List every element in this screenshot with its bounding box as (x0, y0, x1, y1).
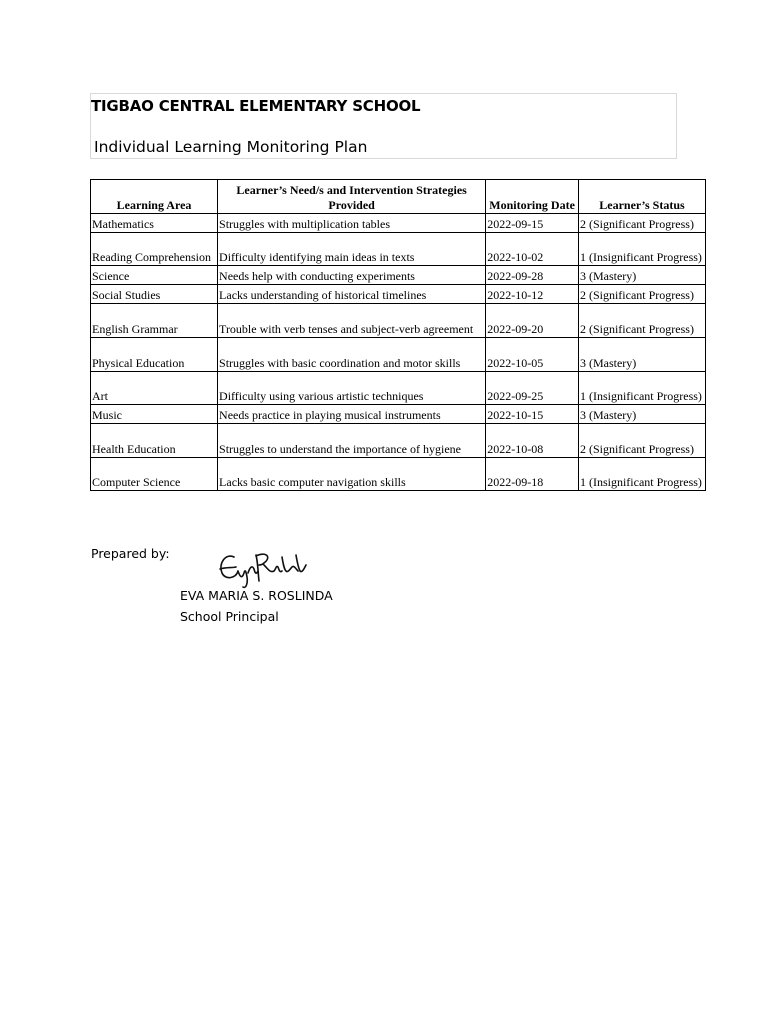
column-header-learner-status: Learner’s Status (578, 180, 705, 214)
need-strategy-cell: Needs help with conducting experiments (218, 266, 486, 285)
learner-status-cell: 3 (Mastery) (578, 338, 705, 372)
table-row (91, 424, 706, 458)
table-row (91, 304, 706, 338)
learner-status-cell: 1 (Insignificant Progress) (578, 458, 705, 491)
learner-status-cell: 2 (Significant Progress) (578, 214, 705, 233)
need-strategy-cell: Lacks understanding of historical timelines (218, 285, 486, 304)
signer-name: EVA MARIA S. ROSLINDA (180, 588, 333, 603)
table-header-row (91, 180, 706, 214)
learner-status-cell: 3 (Mastery) (578, 266, 705, 285)
table-row (91, 338, 706, 372)
learner-status-cell: 3 (Mastery) (578, 405, 705, 424)
header-box (90, 93, 677, 159)
monitoring-date-cell: 2022-10-08 (486, 424, 579, 458)
school-name: TIGBAO CENTRAL ELEMENTARY SCHOOL (91, 97, 421, 115)
table-row (91, 285, 706, 304)
table-row (91, 372, 706, 405)
learner-status-cell: 2 (Significant Progress) (578, 424, 705, 458)
learning-area-cell: Social Studies (91, 285, 218, 304)
need-strategy-cell: Needs practice in playing musical instruments (218, 405, 486, 424)
monitoring-date-cell: 2022-09-28 (486, 266, 579, 285)
need-strategy-cell: Struggles with basic coordination and motor skills (218, 338, 486, 372)
need-strategy-cell: Difficulty using various artistic techniques (218, 372, 486, 405)
column-header-learning-area: Learning Area (91, 180, 218, 214)
learner-status-cell: 2 (Significant Progress) (578, 285, 705, 304)
monitoring-date-cell: 2022-09-25 (486, 372, 579, 405)
plan-title: Individual Learning Monitoring Plan (94, 138, 368, 156)
monitoring-date-cell: 2022-09-20 (486, 304, 579, 338)
learning-area-cell: Art (91, 372, 218, 405)
learning-area-cell: Reading Comprehension (91, 233, 218, 266)
learning-area-cell: Music (91, 405, 218, 424)
learning-area-cell: Health Education (91, 424, 218, 458)
need-strategy-cell: Struggles with multiplication tables (218, 214, 486, 233)
learner-status-cell: 2 (Significant Progress) (578, 304, 705, 338)
table-row (91, 405, 706, 424)
need-strategy-cell: Trouble with verb tenses and subject-verb agreement (218, 304, 486, 338)
monitoring-date-cell: 2022-10-15 (486, 405, 579, 424)
monitoring-date-cell: 2022-09-18 (486, 458, 579, 491)
learning-area-cell: Computer Science (91, 458, 218, 491)
learner-status-cell: 1 (Insignificant Progress) (578, 372, 705, 405)
learning-area-cell: Science (91, 266, 218, 285)
table-row (91, 233, 706, 266)
learning-area-cell: Mathematics (91, 214, 218, 233)
need-strategy-cell: Difficulty identifying main ideas in texts (218, 233, 486, 266)
signer-title: School Principal (180, 609, 279, 624)
learning-area-cell: English Grammar (91, 304, 218, 338)
learner-status-cell: 1 (Insignificant Progress) (578, 233, 705, 266)
monitoring-date-cell: 2022-09-15 (486, 214, 579, 233)
monitoring-plan-table (90, 179, 706, 491)
table-row (91, 458, 706, 491)
table-row (91, 214, 706, 233)
prepared-by-label: Prepared by: (91, 546, 170, 561)
column-header-needs-strategies: Learner’s Need/s and Intervention Strategies Provided (218, 180, 486, 214)
need-strategy-cell: Lacks basic computer navigation skills (218, 458, 486, 491)
column-header-monitoring-date: Monitoring Date (486, 180, 579, 214)
monitoring-date-cell: 2022-10-12 (486, 285, 579, 304)
monitoring-date-cell: 2022-10-02 (486, 233, 579, 266)
need-strategy-cell: Struggles to understand the importance of hygiene (218, 424, 486, 458)
table-row (91, 266, 706, 285)
learning-area-cell: Physical Education (91, 338, 218, 372)
monitoring-date-cell: 2022-10-05 (486, 338, 579, 372)
